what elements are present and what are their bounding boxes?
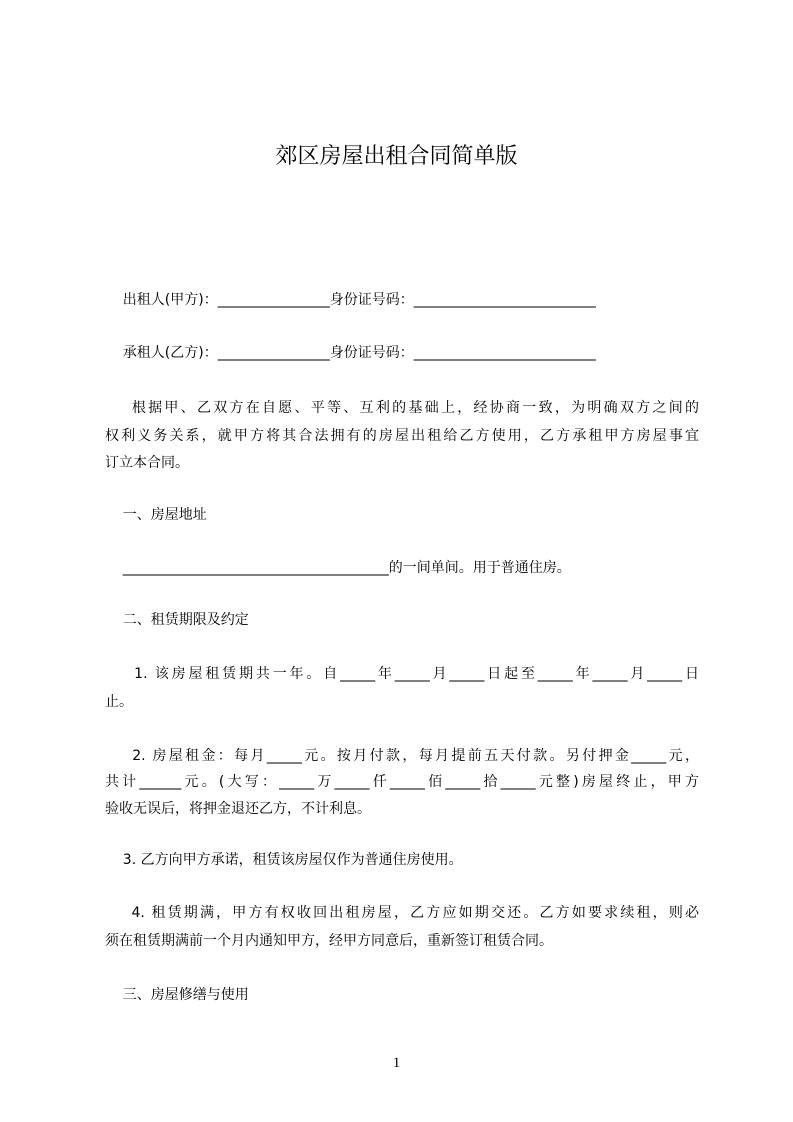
- clause-line: 4. 租赁期满，甲方有权收回出租房屋，乙方应如期交还。乙方如要求续租，则必: [105, 905, 699, 921]
- clause-line: 验收无误后，将押金退还乙方，不计利息。: [105, 801, 371, 817]
- clause-line: 须在租赁期满前一个月内通知甲方，经甲方同意后，重新签订租赁合同。: [105, 933, 553, 949]
- clause-line: 1. 该房屋租赁期共一年。自_____年_____月_____日起至_____年_____月_____日: [105, 666, 699, 682]
- lessor-line: 出租人(甲方)：________________身份证号码：__________________________: [105, 292, 596, 308]
- page-number: 1: [392, 1055, 401, 1071]
- section-heading: 三、房屋修缮与使用: [105, 987, 249, 1003]
- address-line: ______________________________________的一间单间。用于普通住房。: [105, 560, 571, 576]
- clause-line: 3. 乙方向甲方承诺，租赁该房屋仅作为普通住房使用。: [105, 852, 463, 868]
- section-heading: 一、房屋地址: [105, 507, 207, 523]
- lessee-line: 承租人(乙方)：________________身份证号码：__________________________: [105, 345, 596, 361]
- clause-line: 止。: [105, 694, 133, 710]
- document-title: 郊区房屋出租合同简单版: [275, 144, 518, 169]
- intro-paragraph-line: 权利义务关系，就甲方将其合法拥有的房屋出租给乙方使用，乙方承租甲方房屋事宜: [105, 428, 699, 444]
- clause-line: 共计______元。(大写：_____万_____仟_____佰_____拾_____元整)房屋终止，甲方: [105, 774, 699, 790]
- intro-paragraph-line: 根据甲、乙双方在自愿、平等、互利的基础上，经协商一致，为明确双方之间的: [105, 400, 699, 416]
- clause-line: 2. 房屋租金：每月_____元。按月付款，每月提前五天付款。另付押金_____元，: [105, 748, 699, 764]
- section-heading: 二、租赁期限及约定: [105, 612, 249, 628]
- intro-paragraph-line: 订立本合同。: [105, 455, 189, 471]
